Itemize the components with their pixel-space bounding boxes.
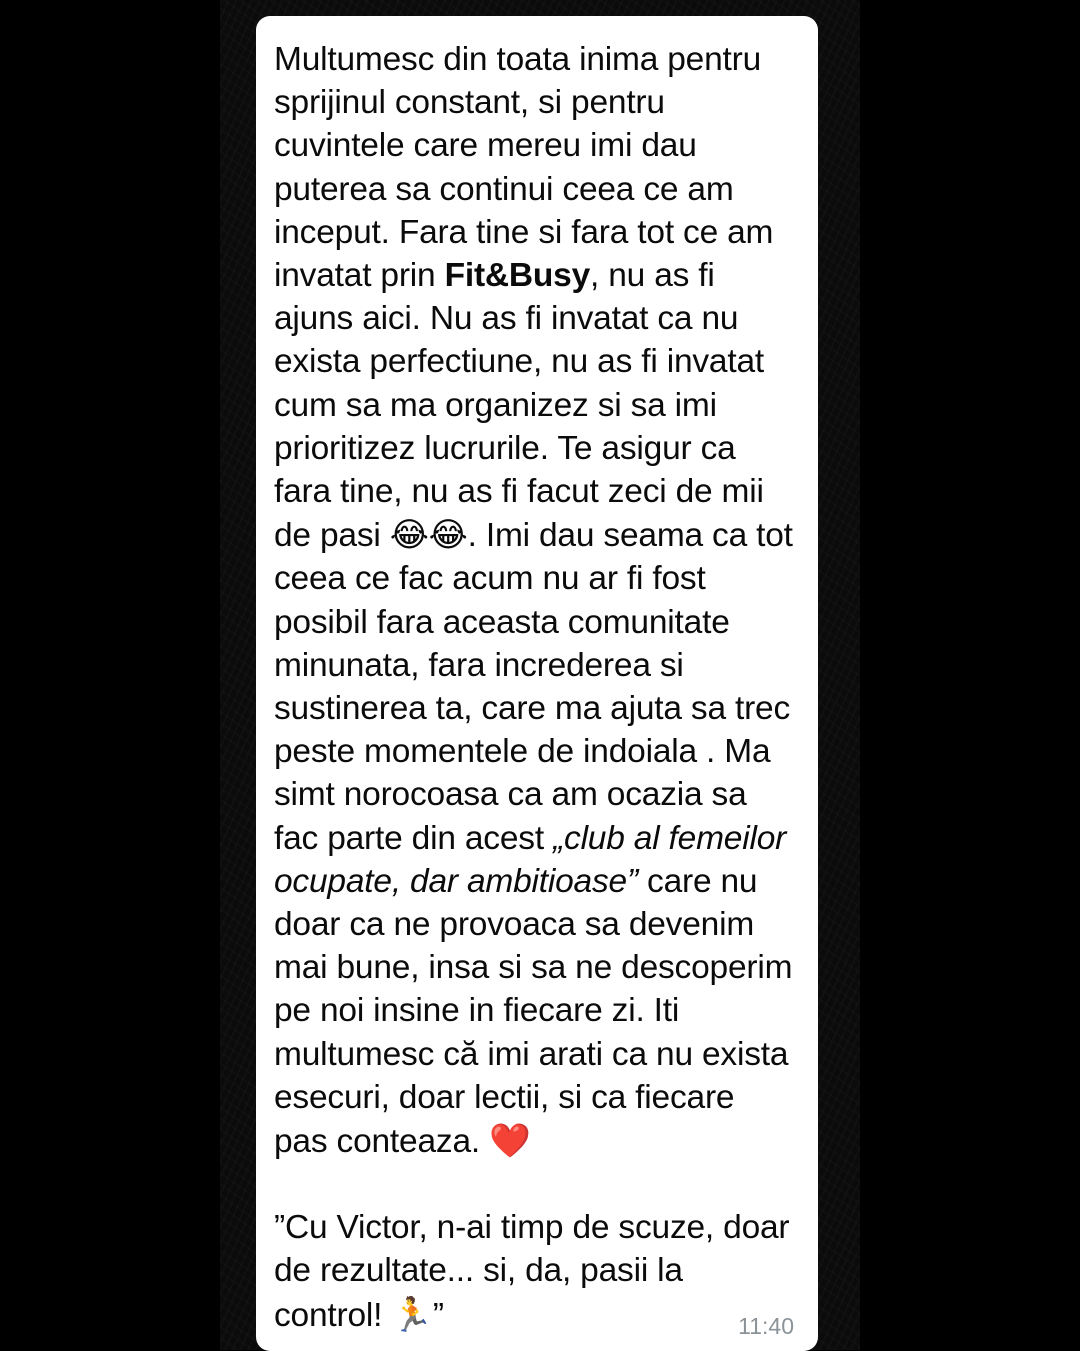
- brand-name: Fit&Busy: [444, 257, 591, 295]
- message-text-part-2: , nu as fi ajuns aici. Nu as fi invatat ca nu exista perfectiune, nu as fi invatat cum sa ma organizez si sa imi prioritizez lucrurile. Te asigur ca fara tine, nu as fi facut zeci de mii de pasi: [274, 257, 774, 555]
- message-text-part-1: Multumesc din toata inima pentru sprijinul constant, si pentru cuvintele care mereu imi dau puterea sa continui ceea ce am inceput. Fara tine si fara tot ce am invatat prin: [274, 41, 783, 295]
- message-text-part-3: . Imi dau seama ca tot ceea ce fac acum nu ar fi fost posibil fara aceasta comunitate minunata, fara increderea si sustinerea ta, care ma ajuta sa trec peste momentele de indoiala . Ma simt norocoasa ca am ocazia sa fac parte din acest: [274, 517, 802, 857]
- laughing-emoji: 😂😂: [389, 515, 468, 555]
- paragraph-spacer: [274, 1163, 796, 1206]
- message-timestamp: 11:40: [738, 1312, 794, 1339]
- quoted-phrase: „club al femeilor ocupate, dar ambitioase”: [274, 819, 796, 900]
- message-bubble[interactable]: [256, 16, 818, 1351]
- closing-quote-part-1: ”Cu Victor, n-ai timp de scuze, doar de rezultate... si, da, pasii la control!: [274, 1209, 799, 1334]
- runner-emoji: 🏃: [391, 1294, 433, 1334]
- message-body: [274, 38, 802, 1337]
- message-text-part-4: care nu doar ca ne provoaca sa devenim mai bune, insa si sa ne descoperim pe noi insine in fiecare zi. Iti multumesc că imi arati ca nu exista esecuri, doar lectii, si ca fiecare pas conteaza.: [274, 862, 802, 1161]
- red-heart-emoji: ❤️: [489, 1121, 531, 1161]
- closing-quote-part-2: ”: [432, 1296, 444, 1334]
